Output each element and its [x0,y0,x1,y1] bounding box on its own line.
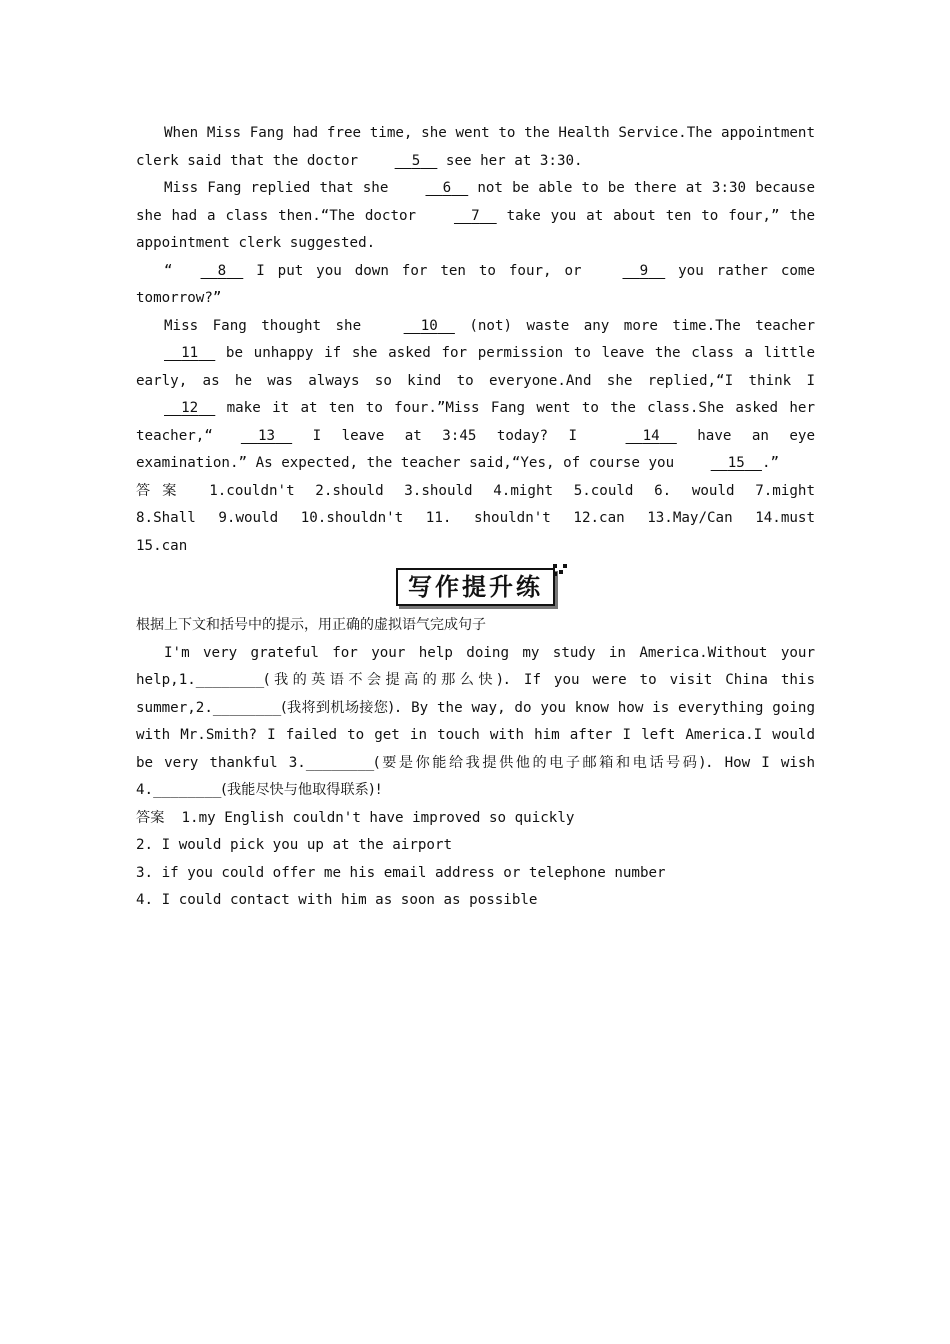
blank-12: 12 [181,400,199,416]
writing-text: I'm very grateful for your help doing my study in America.Without your help,1.________ [136,644,815,688]
document-page [136,120,815,915]
blank-6: 6 [442,180,452,196]
answer-item: 12.can [573,510,625,526]
hint-4: (我能尽快与他取得联系) [221,782,375,798]
answer-item: 14.must [755,510,815,526]
passage-text: make it at ten to four.”Miss Fang went to the class.She asked her teacher,“ [136,400,815,444]
passage-text: not be able to be there at 3:30 because she had a class then.“The doctor [136,180,816,224]
answer-item: 15.can [136,537,188,554]
writing-text: . By the way, do you know how is everything going with Mr.Smith? I failed to get in touch with him after I left America.I would be very thankful 3.________ [136,699,815,771]
blank-7: 7 [471,207,480,224]
blank-8: 8 [217,262,227,279]
answer-item: 4.might [493,482,554,499]
passage-paragraph-2 [136,175,815,258]
hint-2: (我将到机场接您) [281,699,394,716]
instruction-text: 根据上下文和括号中的提示，用正确的虚拟语气完成句子 [136,617,486,633]
passage-text: .” [761,455,780,471]
writing-answer-2: 2. I would pick you up at the airport [136,837,453,853]
passage-text: have an eye examination.” As expected, the teacher said,“Yes, of course you [136,427,816,471]
hint-1: (我的英语不会提高的那么快) [264,672,503,688]
passage-text: see her at 3:30. [437,152,583,169]
blank-10: 10 [420,317,438,334]
answer-item: 6. would [654,482,735,499]
answer-item: 11. shouldn't [425,510,551,526]
blank-14: 14 [642,427,660,444]
hint-3: (要是你能给我提供他的电子邮箱和电话号码) [374,754,705,771]
answer-item: 13.May/Can [647,510,733,526]
answer-item: 8.Shall [136,510,196,526]
answer-item: 1.my English couldn't have improved so quickly [181,809,575,826]
passage-text: Miss Fang thought she [164,317,376,334]
answer-item: 2.should [315,482,384,499]
writing-text: . If you were to visit China this summer,2.________ [136,672,815,716]
answer-label: 答案 [136,482,189,499]
writing-answer-4: 4. I could contact with him as soon as possible [136,892,538,908]
section-title: 写作提升练 [396,568,555,606]
blank-9: 9 [639,262,649,279]
writing-answer-3: 3. if you could offer me his email address or telephone number [136,864,666,881]
writing-text: ! [374,782,383,798]
writing-paragraph [136,640,815,805]
answer-item: 9.would [218,510,279,526]
passage-text: When Miss Fang had free time, she went to the Health Service.The appointment clerk said that the doctor [136,125,815,169]
passage-text: be unhappy if she asked for permission to leave the class a little early, as he was always so kind to everyone.And she replied,“I think I [136,345,815,389]
answer-item: 1.couldn't [209,482,295,499]
answer-item: 10.shouldn't [300,510,404,526]
passage-text: I leave at 3:45 today? I [292,427,598,444]
corner-decoration-icon [553,564,569,578]
passage-text: “ [164,262,173,279]
answer-key-line-3 [136,533,815,561]
answer-key-line-2 [136,505,815,533]
blank-13: 13 [257,427,276,444]
section-banner [136,568,815,606]
writing-text: . How I wish 4.________ [136,754,816,798]
passage-paragraph-1 [136,120,815,175]
answer-item: 3.should [404,482,473,499]
passage-text: I put you down for ten to four, or [243,262,595,279]
answer-item: 7.might [755,482,815,499]
passage-text: (not) waste any more time.The teacher [454,317,815,334]
blank-15: 15 [727,455,745,471]
passage-text: Miss Fang replied that she [164,180,398,196]
passage-paragraph-3 [136,258,815,313]
passage-text: take you at about ten to four,” the appointment clerk suggested. [136,207,815,251]
answer-label: 答案 [136,809,165,826]
writing-answer-1 [136,805,815,833]
blank-11: 11 [181,345,199,361]
answer-key-line-1 [136,478,815,506]
passage-text: you rather come tomorrow?” [136,262,815,306]
passage-paragraph-4 [136,313,815,478]
blank-5: 5 [411,152,421,169]
answer-item: 5.could [573,482,634,499]
